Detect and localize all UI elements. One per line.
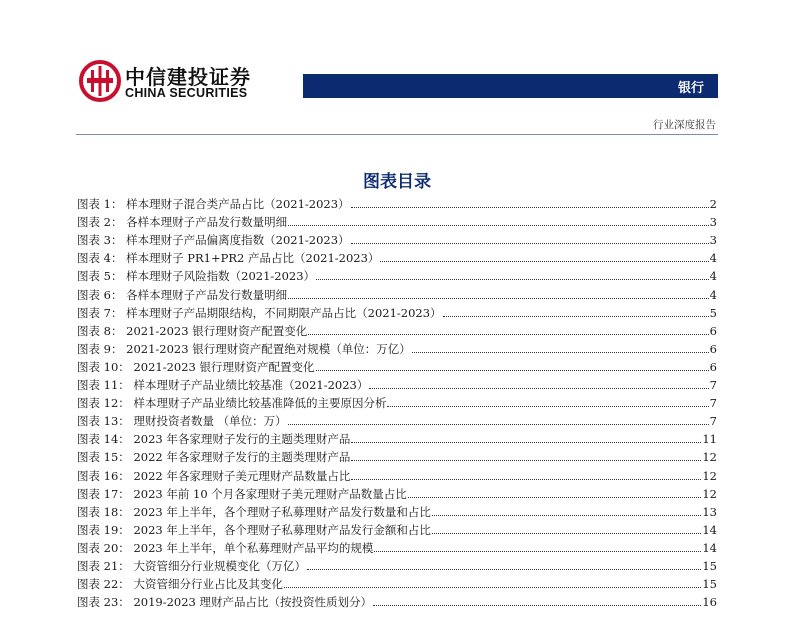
toc-entry-page: 7 xyxy=(709,396,717,411)
toc-entry[interactable] xyxy=(77,265,717,283)
toc-entry-page: 14 xyxy=(702,540,717,555)
toc-entry-page: 12 xyxy=(702,450,717,465)
header-divider xyxy=(76,134,718,135)
toc-entry-label: 图表 23： 2019-2023 理财产品占比（按投资性质划分） xyxy=(77,595,373,610)
toc-entry-page: 15 xyxy=(702,577,717,592)
dot-leader xyxy=(351,243,709,244)
dot-leader xyxy=(307,569,701,570)
toc-entry-label: 图表 11： 样本理财子产品业绩比较基准（2021-2023） xyxy=(77,378,369,393)
toc-entry-page: 5 xyxy=(709,305,717,320)
toc-entry-page: 4 xyxy=(709,251,717,266)
toc-entry[interactable] xyxy=(77,338,717,356)
toc-entry-page: 7 xyxy=(709,414,717,429)
section-label: 银行 xyxy=(677,81,704,96)
company-name-en: CHINA SECURITIES xyxy=(125,86,248,100)
dot-leader xyxy=(443,316,709,317)
company-name-cn: 中信建投证券 xyxy=(125,65,251,89)
toc-entry-label: 图表 20： 2023 年上半年，单个私募理财产品平均的规模 xyxy=(77,540,374,555)
toc-entry[interactable] xyxy=(77,356,717,374)
section-header-bar xyxy=(303,74,718,98)
toc-entry-label: 图表 18： 2023 年上半年，各个理财子私募理财产品发行数量和占比 xyxy=(77,504,431,519)
dot-leader xyxy=(351,442,701,443)
dot-leader xyxy=(412,352,709,353)
toc-entry-label: 图表 4： 样本理财子 PR1+PR2 产品占比（2021-2023） xyxy=(77,251,380,266)
dot-leader xyxy=(316,279,709,280)
dot-leader xyxy=(288,225,709,226)
dot-leader xyxy=(432,533,701,534)
toc-entry[interactable] xyxy=(77,555,717,573)
dot-leader xyxy=(284,587,701,588)
toc-entry-label: 图表 8： 2021-2023 银行理财资产配置变化 xyxy=(77,323,308,338)
toc-entry[interactable] xyxy=(77,428,717,446)
dot-leader xyxy=(351,460,701,461)
toc-entry-label: 图表 6： 各样本理财子产品发行数量明细 xyxy=(77,287,288,302)
toc-entry-label: 图表 17： 2023 年前 10 个月各家理财子美元理财产品数量占比 xyxy=(77,486,407,501)
company-logo xyxy=(78,59,253,105)
toc-entry-page: 14 xyxy=(702,522,717,537)
toc-entry-page: 6 xyxy=(709,341,717,356)
toc-entry[interactable] xyxy=(77,483,717,501)
toc-entry-label: 图表 5： 样本理财子风险指数（2021-2023） xyxy=(77,269,316,284)
dot-leader xyxy=(288,424,709,425)
dot-leader xyxy=(288,298,709,299)
toc-entry-page: 4 xyxy=(709,269,717,284)
toc-entry[interactable] xyxy=(77,591,717,609)
toc-entry-page: 6 xyxy=(709,359,717,374)
dot-leader xyxy=(351,479,701,480)
toc-entry[interactable] xyxy=(77,501,717,519)
toc-entry-page: 3 xyxy=(709,215,717,230)
toc-title: 图表目录 xyxy=(363,172,431,192)
toc-entry[interactable] xyxy=(77,464,717,482)
toc-entry-label: 图表 2： 各样本理财子产品发行数量明细 xyxy=(77,215,288,230)
toc-entry[interactable] xyxy=(77,211,717,229)
toc-entry[interactable] xyxy=(77,537,717,555)
dot-leader xyxy=(308,334,708,335)
china-securities-logo-icon xyxy=(78,59,122,103)
toc-entry[interactable] xyxy=(77,573,717,591)
toc-entry-label: 图表 14： 2023 年各家理财子发行的主题类理财产品 xyxy=(77,432,351,447)
toc-entry[interactable] xyxy=(77,519,717,537)
toc-entry-label: 图表 7： 样本理财子产品期限结构，不同期限产品占比（2021-2023） xyxy=(77,305,442,320)
toc-entry-page: 3 xyxy=(709,233,717,248)
dot-leader xyxy=(316,370,709,371)
dot-leader xyxy=(387,406,708,407)
toc-entry[interactable] xyxy=(77,374,717,392)
toc-entry-label: 图表 21： 大资管细分行业规模变化（万亿） xyxy=(77,558,306,573)
report-type: 行业深度报告 xyxy=(653,119,716,131)
dot-leader xyxy=(374,551,701,552)
toc-entry-label: 图表 3： 样本理财子产品偏离度指数（2021-2023） xyxy=(77,233,350,248)
toc-entry[interactable] xyxy=(77,320,717,338)
toc-entry-label: 图表 9： 2021-2023 银行理财资产配置绝对规模（单位：万亿） xyxy=(77,341,411,356)
toc-entry[interactable] xyxy=(77,410,717,428)
toc-entry[interactable] xyxy=(77,247,717,265)
toc-entry[interactable] xyxy=(77,229,717,247)
dot-leader xyxy=(408,497,702,498)
toc-entry[interactable] xyxy=(77,446,717,464)
toc-entry-page: 4 xyxy=(709,287,717,302)
toc-entry-label: 图表 1： 样本理财子混合类产品占比（2021-2023） xyxy=(77,197,350,212)
toc-entry-label: 图表 15： 2022 年各家理财子发行的主题类理财产品 xyxy=(77,450,351,465)
toc-entry-page: 7 xyxy=(709,378,717,393)
toc-entry[interactable] xyxy=(77,283,717,301)
toc-entry-page: 11 xyxy=(702,432,717,447)
dot-leader xyxy=(380,261,708,262)
dot-leader xyxy=(351,207,709,208)
toc-entry-page: 12 xyxy=(702,468,717,483)
toc-entry-label: 图表 13： 理财投资者数量 （单位：万） xyxy=(77,414,287,429)
dot-leader xyxy=(432,515,701,516)
dot-leader xyxy=(369,388,708,389)
toc-entry-page: 13 xyxy=(702,504,717,519)
table-of-figures xyxy=(77,193,717,609)
toc-entry-label: 图表 12： 样本理财子产品业绩比较基准降低的主要原因分析 xyxy=(77,396,387,411)
toc-entry-page: 6 xyxy=(709,323,717,338)
toc-entry-page: 2 xyxy=(709,197,717,212)
toc-entry-label: 图表 16： 2022 年各家理财子美元理财产品数量占比 xyxy=(77,468,351,483)
toc-entry-page: 12 xyxy=(702,486,717,501)
toc-entry[interactable] xyxy=(77,193,717,211)
dot-leader xyxy=(373,605,701,606)
toc-entry-page: 15 xyxy=(702,558,717,573)
toc-entry[interactable] xyxy=(77,302,717,320)
toc-entry-label: 图表 22： 大资管细分行业占比及其变化 xyxy=(77,577,283,592)
toc-entry-label: 图表 10： 2021-2023 银行理财资产配置变化 xyxy=(77,359,315,374)
toc-entry[interactable] xyxy=(77,392,717,410)
toc-entry-page: 16 xyxy=(702,595,717,610)
toc-entry-label: 图表 19： 2023 年上半年，各个理财子私募理财产品发行金额和占比 xyxy=(77,522,431,537)
